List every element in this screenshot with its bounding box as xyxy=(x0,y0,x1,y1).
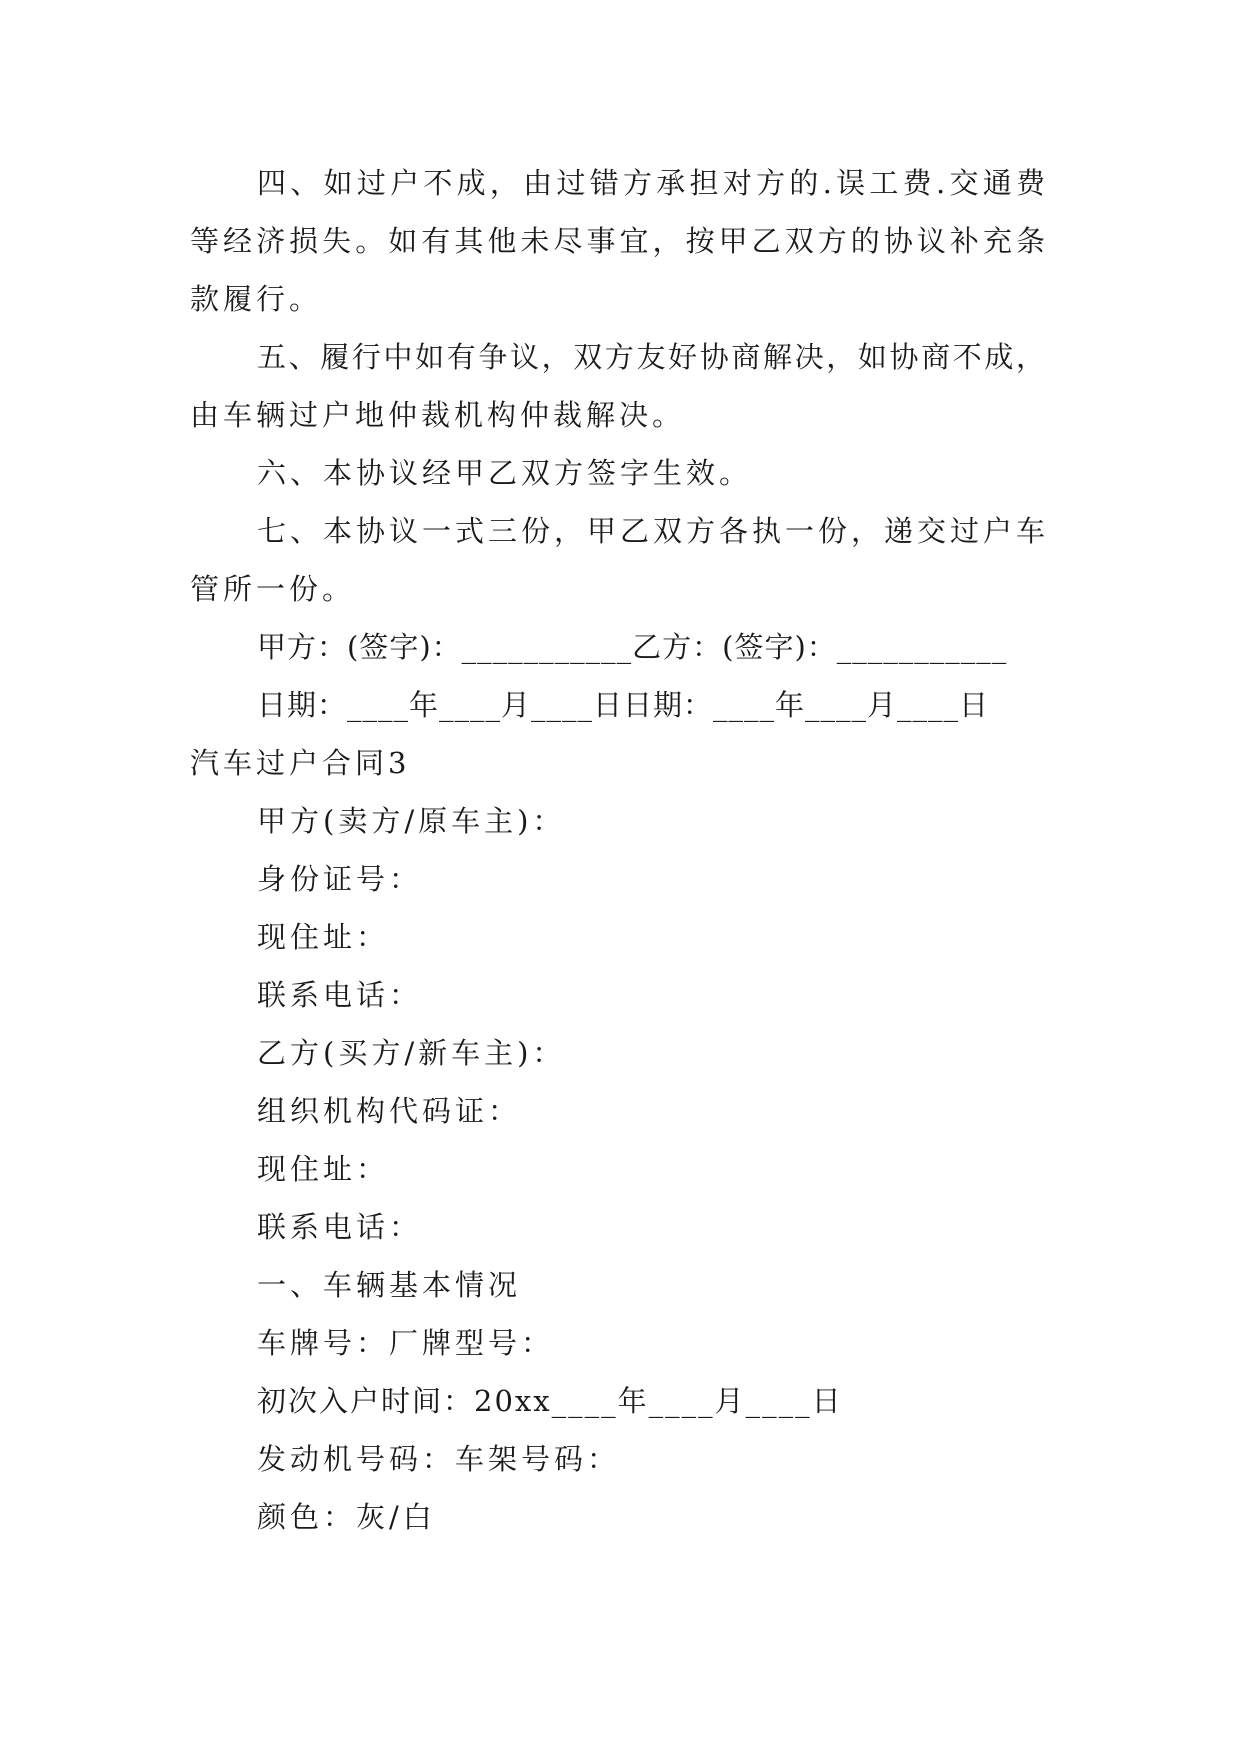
party-b-address: 现住址： xyxy=(257,1152,390,1186)
date-line: 日期：____年____月____日日期：____年____月____日 xyxy=(257,688,990,722)
clause-4-line-2: 等经济损失。如有其他未尽事宜，按甲乙双方的协议补充条 xyxy=(190,224,1045,258)
contract-title: 汽车过户合同3 xyxy=(190,746,411,780)
clause-6: 六、本协议经甲乙双方签字生效。 xyxy=(257,456,753,490)
party-a-heading: 甲方(卖方/原车主)： xyxy=(257,804,566,838)
party-a-address: 现住址： xyxy=(257,920,390,954)
plate-and-model: 车牌号：厂牌型号： xyxy=(257,1326,555,1360)
party-a-id-number: 身份证号： xyxy=(257,862,423,896)
party-b-heading: 乙方(买方/新车主)： xyxy=(257,1036,566,1070)
clause-5-line-1: 五、履行中如有争议，双方友好协商解决，如协商不成， xyxy=(257,340,1045,374)
clause-5-line-2: 由车辆过户地仲裁机构仲裁解决。 xyxy=(190,398,686,432)
party-a-phone: 联系电话： xyxy=(257,978,423,1012)
engine-and-frame-number: 发动机号码：车架号码： xyxy=(257,1442,621,1476)
party-b-phone: 联系电话： xyxy=(257,1210,423,1244)
clause-4-line-1: 四、如过户不成，由过错方承担对方的.误工费.交通费 xyxy=(257,166,1045,200)
clause-4-line-3: 款履行。 xyxy=(190,282,323,316)
vehicle-color: 颜色：灰/白 xyxy=(257,1500,436,1534)
section-vehicle-info-heading: 一、车辆基本情况 xyxy=(257,1268,522,1302)
party-b-org-code: 组织机构代码证： xyxy=(257,1094,522,1128)
clause-7-line-1: 七、本协议一式三份，甲乙双方各执一份，递交过户车 xyxy=(257,514,1045,548)
signature-line: 甲方：(签字)：___________乙方：(签字)：___________ xyxy=(257,630,1008,664)
first-registration-date: 初次入户时间：20xx____年____月____日 xyxy=(257,1384,843,1418)
clause-7-line-2: 管所一份。 xyxy=(190,572,356,606)
